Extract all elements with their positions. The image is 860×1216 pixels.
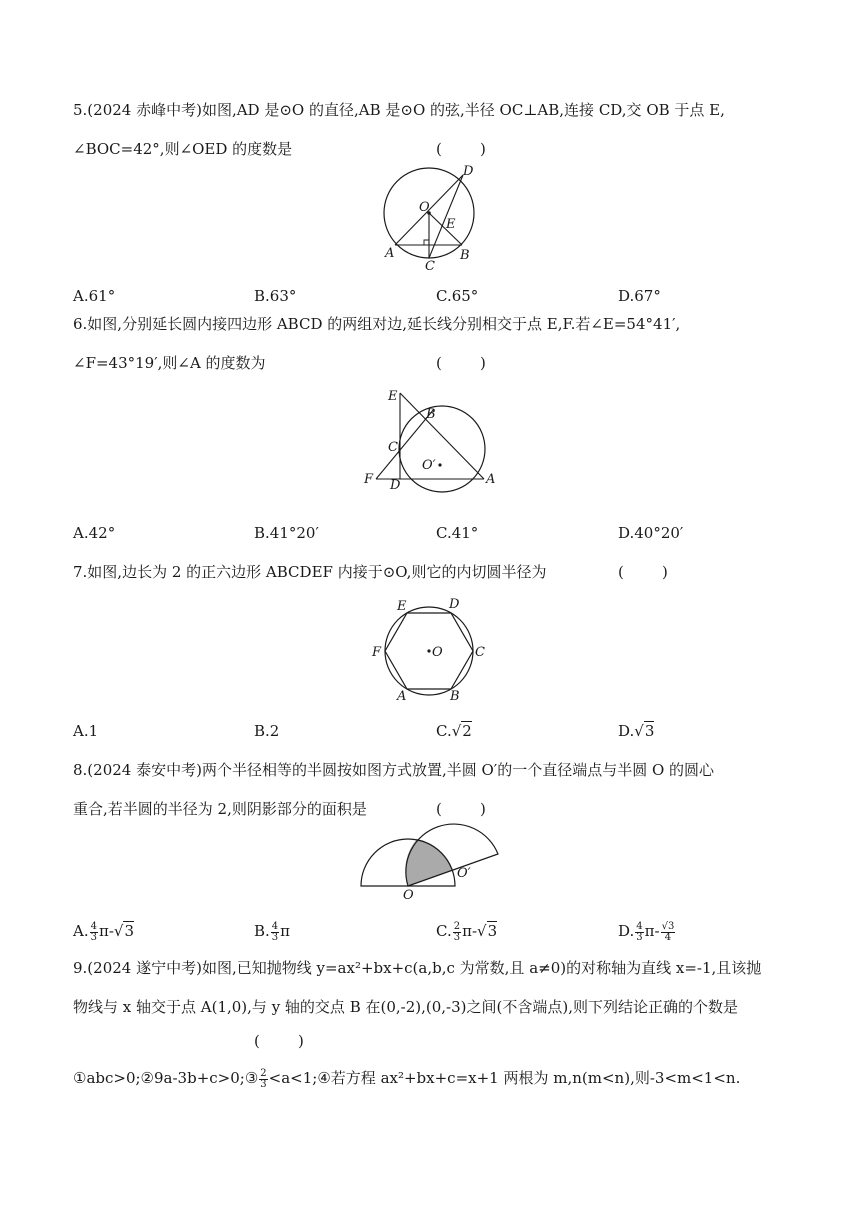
q8-option-b-fraction (271, 922, 279, 943)
q7-figure (364, 594, 494, 706)
q8-option-d-frac-den: 4 (664, 931, 672, 943)
q5-label-o: O (419, 200, 430, 215)
q5-label-a: A (385, 246, 395, 261)
q5-stem-line1: 5.(2024 赤峰中考)如图,AD 是⊙O 的直径,AB 是⊙O 的弦,半径 OC⊥AB,连接 CD,交 OB 于点 E, (73, 101, 725, 119)
q8-option-d[interactable] (618, 921, 676, 943)
q8-option-b-den: 3 (271, 931, 279, 943)
q9-frac-num: 2 (260, 1067, 267, 1079)
q6-label-f: F (364, 472, 374, 487)
q8-option-b-mid: π (280, 922, 291, 940)
q9-conclusions-part2: <a<1;④若方程 ax²+bx+c=x+1 两根为 m,n(m<n),则-3<m<1<n. (268, 1069, 741, 1087)
q8-option-b-num: 4 (271, 920, 279, 932)
q8-option-c-fraction (453, 922, 461, 943)
q7-label-c: C (475, 645, 485, 660)
q6-figure (360, 383, 510, 493)
q8-option-d-prefix: D. (618, 922, 635, 940)
q6-label-o: O′ (422, 458, 436, 473)
q6-label-a: A (486, 472, 496, 487)
q7-option-b[interactable]: B.2 (254, 722, 280, 740)
q9-conclusions (73, 1068, 740, 1090)
q8-option-b-prefix: B. (254, 922, 270, 940)
q8-stem-line2: 重合,若半圆的半径为 2,则阴影部分的面积是 (73, 800, 367, 818)
q7-label-b: B (450, 689, 460, 704)
q8-option-c-num: 2 (453, 920, 461, 932)
q5-stem-line2: ∠BOC=42°,则∠OED 的度数是 (73, 140, 293, 158)
q7-label-o: O (432, 645, 443, 660)
q6-option-d[interactable]: D.40°20′ (618, 524, 684, 542)
q7-option-c[interactable]: C.√2 (436, 722, 472, 740)
q7-label-d: D (449, 597, 460, 612)
q8-option-a-mid: π- (98, 922, 114, 940)
q8-option-d-mid: π- (644, 922, 660, 940)
q8-option-d-fraction (635, 922, 643, 943)
q6-option-a[interactable]: A.42° (73, 524, 116, 542)
q5-label-c: C (425, 259, 435, 270)
q9-fraction (259, 1069, 267, 1090)
q7-label-f: F (372, 645, 382, 660)
q7-option-d-radicand: 3 (644, 722, 655, 740)
q8-option-a-den: 3 (90, 931, 97, 943)
q8-option-a-num: 4 (90, 920, 97, 932)
q5-option-d[interactable]: D.67° (618, 287, 661, 305)
q5-option-a[interactable]: A.61° (73, 287, 116, 305)
q6-label-e: E (388, 389, 398, 404)
q6-label-c: C (388, 440, 398, 455)
q9-stem-line1: 9.(2024 遂宁中考)如图,已知抛物线 y=ax²+bx+c(a,b,c 为常数,且 a≠0)的对称轴为直线 x=-1,且该抛 (73, 959, 762, 977)
q8-option-c[interactable]: C. $\frac{2}{3}$ π-√3 (436, 920, 498, 943)
q5-option-b[interactable]: B.63° (254, 287, 297, 305)
q8-option-d-num: 4 (636, 920, 643, 932)
q8-figure (360, 820, 500, 900)
q8-option-b[interactable] (254, 921, 290, 943)
q8-option-c-mid: π- (462, 922, 478, 940)
q6-option-b[interactable]: B.41°20′ (254, 524, 319, 542)
q8-option-d-den: 3 (636, 931, 643, 943)
q6-label-b: B (426, 407, 436, 422)
q7-option-d[interactable]: D.√3 (618, 722, 655, 740)
q8-label-o-prime: O′ (457, 866, 471, 881)
q8-answer-bracket: ( ) (436, 800, 486, 818)
q7-stem-line1: 7.如图,边长为 2 的正六边形 ABCDEF 内接于⊙O,则它的内切圆半径为 (73, 563, 547, 581)
q7-option-c-radicand: 2 (462, 722, 472, 740)
q8-stem-line1: 8.(2024 泰安中考)两个半径相等的半圆按如图方式放置,半圆 O′的一个直径端点与半圆 O 的圆心 (73, 761, 715, 779)
q8-label-o: O (403, 888, 414, 900)
q9-answer-bracket: ( ) (254, 1032, 304, 1050)
q8-option-a[interactable]: A. $\frac{4}{3}$ π-√3 (73, 920, 135, 943)
q8-option-a-prefix: A. (73, 922, 89, 940)
q6-option-c[interactable]: C.41° (436, 524, 479, 542)
q5-answer-bracket: ( ) (436, 140, 486, 158)
q5-option-c[interactable]: C.65° (436, 287, 479, 305)
q8-option-c-prefix: C. (436, 922, 452, 940)
q8-option-d-fraction-2 (661, 922, 676, 943)
q8-option-a-radicand: 3 (124, 922, 135, 940)
q7-option-c-prefix: C. (436, 722, 452, 740)
q6-stem-line1: 6.如图,分别延长圆内接四边形 ABCD 的两组对边,延长线分别相交于点 E,F.若∠E=54°41′, (73, 315, 681, 333)
q8-option-a-fraction (90, 922, 98, 943)
q9-conclusions-part1: ①abc>0;②9a-3b+c>0;③ (73, 1069, 259, 1087)
q8-option-c-radicand: 3 (487, 922, 498, 940)
q5-label-d: D (463, 164, 474, 179)
q7-label-a: A (397, 689, 407, 704)
q7-label-e: E (397, 599, 407, 614)
q6-answer-bracket: ( ) (436, 354, 486, 372)
q6-stem-line2: ∠F=43°19′,则∠A 的度数为 (73, 354, 266, 372)
q9-frac-den: 3 (260, 1078, 267, 1090)
q5-label-e: E (446, 217, 456, 232)
q6-label-d: D (390, 478, 401, 493)
q9-stem-line2: 物线与 x 轴交于点 A(1,0),与 y 轴的交点 B 在(0,-2),(0,-3)之间(不含端点),则下列结论正确的个数是 (73, 998, 738, 1016)
q7-option-a[interactable]: A.1 (73, 722, 99, 740)
q8-option-c-den: 3 (453, 931, 461, 943)
q8-option-d-frac-num: √3 (661, 920, 675, 932)
q5-label-b: B (460, 248, 470, 263)
q7-answer-bracket: ( ) (618, 563, 668, 581)
q5-figure (370, 160, 500, 270)
q7-option-d-prefix: D. (618, 722, 635, 740)
